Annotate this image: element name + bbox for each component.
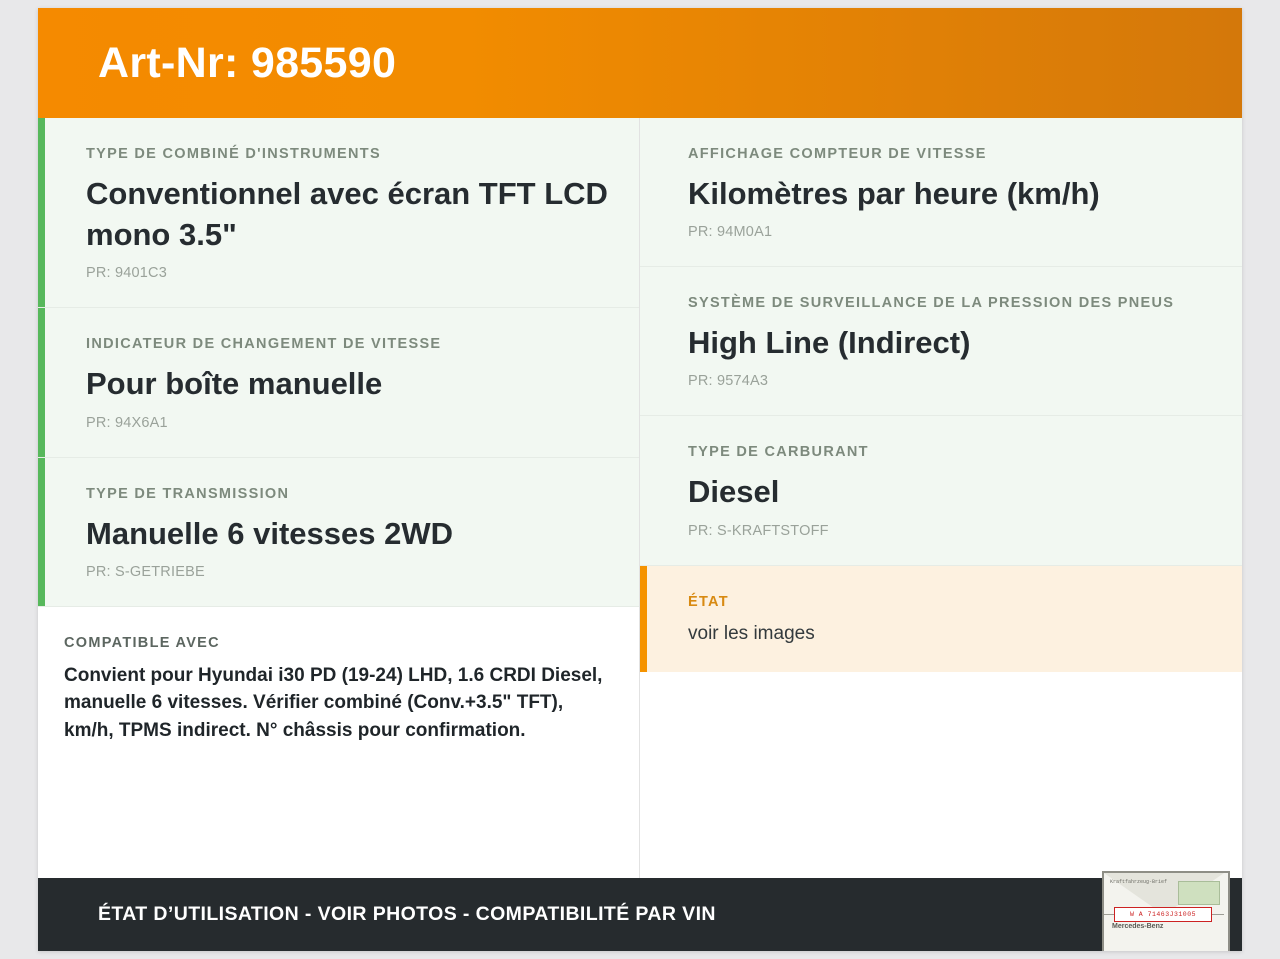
spec-pr-code: PR: S-KRAFTSTOFF (688, 522, 829, 539)
spec-pr-code: PR: 94M0A1 (688, 224, 773, 241)
spec-label: TYPE DE COMBINÉ D'INSTRUMENTS (86, 146, 381, 162)
spec-value: Kilomètres par heure (km/h) (688, 176, 1100, 211)
footer-text: ÉTAT D’UTILISATION - VOIR PHOTOS - COMPATIBILITÉ PAR VIN (98, 903, 716, 925)
vehicle-document-icon (1102, 871, 1230, 951)
spec-value: High Line (Indirect) (688, 325, 971, 361)
spec-label: SYSTÈME DE SURVEILLANCE DE LA PRESSION DES PNEUS (688, 295, 1175, 312)
stamp-brand: Mercedes-Benz (1112, 923, 1164, 930)
left-column (38, 118, 640, 878)
spec-pr-code: PR: 9401C3 (86, 265, 167, 282)
spec-pr-code: PR: 94X6A1 (86, 414, 168, 431)
right-column (640, 118, 1242, 878)
spec-label: TYPE DE TRANSMISSION (86, 485, 290, 502)
specs-body (38, 118, 1242, 878)
state-label: ÉTAT (688, 593, 729, 610)
spec-compatibility (38, 607, 639, 771)
spec-value: Pour boîte manuelle (86, 366, 383, 402)
spec-value: Conventionnel avec écran TFT LCD mono 3.5" (86, 176, 608, 253)
spec-pr-code: PR: 9574A3 (688, 373, 769, 390)
page-title: Art-Nr: 985590 (98, 38, 397, 87)
stamp-code: W A 71463J31005 (1114, 907, 1212, 922)
spec-condition-state (640, 566, 1242, 672)
footer-banner (38, 878, 1242, 951)
spec-transmission-type (38, 458, 639, 607)
stamp-lines: Kraftfahrzeug-Brief (1110, 879, 1168, 885)
spec-instrument-cluster-type (38, 118, 639, 308)
spec-pr-code: PR: S-GETRIEBE (86, 563, 205, 580)
spec-label: INDICATEUR DE CHANGEMENT DE VITESSE (86, 336, 442, 353)
spec-value: Diesel (688, 474, 780, 510)
spec-gear-shift-indicator (38, 308, 639, 457)
spec-label: AFFICHAGE COMPTEUR DE VITESSE (688, 146, 987, 162)
listing-card (38, 8, 1242, 951)
spec-value: Manuelle 6 vitesses 2WD (86, 515, 453, 551)
spec-fuel-type (640, 416, 1242, 565)
stamp-green-patch (1178, 881, 1220, 905)
compatibility-label: COMPATIBLE AVEC (64, 634, 220, 651)
spec-tpms (640, 267, 1242, 416)
spec-speedometer-display (640, 118, 1242, 267)
state-value: voir les images (688, 622, 815, 644)
header-banner (38, 8, 1242, 118)
right-column-filler (640, 672, 1242, 726)
compatibility-text: Convient pour Hyundai i30 PD (19-24) LHD, 1.6 CRDI Diesel, manuelle 6 vitesses. Vérifier combiné (Conv.+3.5" TFT), km/h, TPMS indirect. N° châssis pour confirmation. (64, 664, 603, 741)
spec-label: TYPE DE CARBURANT (688, 444, 869, 461)
